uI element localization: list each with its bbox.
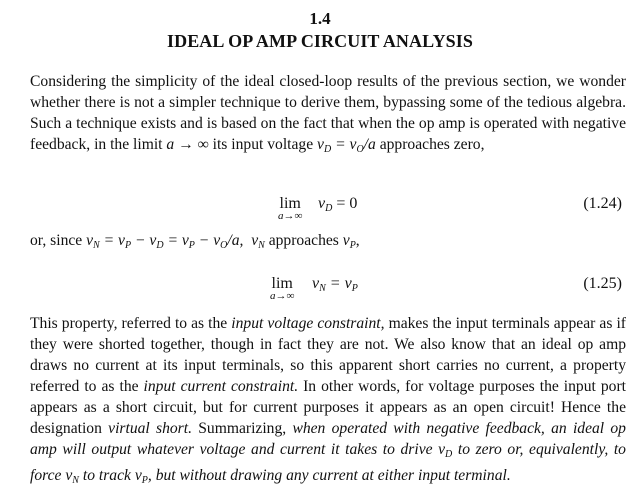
over-a: /a xyxy=(363,136,376,153)
equation-1-24 xyxy=(0,193,640,233)
text: , but without drawing any current at either input terminal. xyxy=(147,467,511,484)
op: = v xyxy=(163,232,189,249)
sub: N xyxy=(258,240,265,251)
op: − v xyxy=(194,232,221,249)
text: This property, referred to as the xyxy=(30,315,228,332)
lim-subscript: a→∞ xyxy=(270,290,295,302)
since-lead: or, since xyxy=(30,232,83,249)
eq-sub: D xyxy=(325,203,333,214)
term-input-voltage-constraint: input voltage constraint, xyxy=(231,315,385,332)
equation-number: (1.25) xyxy=(583,275,622,292)
equation-body xyxy=(318,195,357,214)
sub: D xyxy=(156,240,164,251)
v: v xyxy=(342,232,350,249)
lim-subscript: a→∞ xyxy=(278,210,303,222)
sub: D xyxy=(445,449,453,460)
sub: N xyxy=(93,240,100,251)
limit-expression: a → ∞ xyxy=(166,136,209,153)
sub: P xyxy=(349,240,356,251)
v: v xyxy=(438,441,446,458)
eq-rhs: = 0 xyxy=(332,195,358,212)
term-virtual-short: virtual short. xyxy=(108,420,192,437)
paragraph-since xyxy=(30,230,626,256)
limit-operator xyxy=(270,275,294,302)
paragraph-intro-after: its input voltage xyxy=(212,136,314,153)
sub: O xyxy=(220,240,228,251)
op: /a, xyxy=(227,232,244,249)
lim-label: lim xyxy=(271,275,293,292)
paragraph-constraints xyxy=(30,313,626,491)
v: v xyxy=(86,232,94,249)
since-expression xyxy=(86,232,243,249)
var-eq-v: = v xyxy=(331,136,357,153)
section-number: 1.4 xyxy=(309,9,331,28)
end: , xyxy=(355,232,360,249)
sub: P xyxy=(141,475,148,486)
text: to track xyxy=(82,467,131,484)
var-v: v xyxy=(317,136,324,153)
eq-sub: P xyxy=(351,283,358,294)
sub: P xyxy=(124,240,132,251)
op: − v xyxy=(131,232,157,249)
equation-number: (1.24) xyxy=(583,195,622,212)
eq-rhs: = v xyxy=(325,275,352,292)
limit-operator xyxy=(278,195,302,222)
eq-sub: N xyxy=(319,283,326,294)
equation-body xyxy=(312,275,358,294)
text: when operated with negative feedback, an ideal op amp will output whatever voltage and current it takes to drive xyxy=(30,420,626,458)
approaches: approaches xyxy=(268,232,339,249)
term-input-current-constraint: input current constraint. xyxy=(143,378,299,395)
v: v xyxy=(251,232,259,249)
sub-d: D xyxy=(323,144,332,155)
text: to zero or, equivalently, to force xyxy=(30,441,626,484)
text: makes the input terminals appear as if they were shorted together, though in fact they are not. We also know that an ideal op amp draws no current at its input terminals, so this apparent short carries no current, a property referred to as the xyxy=(30,315,626,395)
section-title: IDEAL OP AMP CIRCUIT ANALYSIS xyxy=(167,31,473,51)
lim-label: lim xyxy=(279,195,301,212)
v: v xyxy=(65,467,73,484)
text: In other words, for voltage purposes the input port appears as a short circuit, but for current purposes it appears as an open circuit! Hence the designation xyxy=(30,378,626,437)
paragraph-intro xyxy=(30,71,626,160)
text: Summarizing, xyxy=(198,420,287,437)
sub: N xyxy=(72,475,79,486)
sub: P xyxy=(188,240,195,251)
eq-var: v xyxy=(312,275,320,292)
op: = v xyxy=(99,232,125,249)
sub-o: O xyxy=(356,144,364,155)
eq-var: v xyxy=(318,195,326,212)
vd-definition xyxy=(317,136,376,153)
paragraph-intro-ending: approaches zero, xyxy=(379,136,485,153)
v: v xyxy=(134,467,142,484)
equation-1-25 xyxy=(0,273,640,313)
paragraph-intro-text: Considering the simplicity of the ideal closed-loop results of the previous section, we wonder whether there is not a simpler technique to derive them, bypassing some of the tedious algebra. Such a technique exists and is based on the fact that when the op amp is operated with negative feedback, in the limit xyxy=(30,73,626,153)
